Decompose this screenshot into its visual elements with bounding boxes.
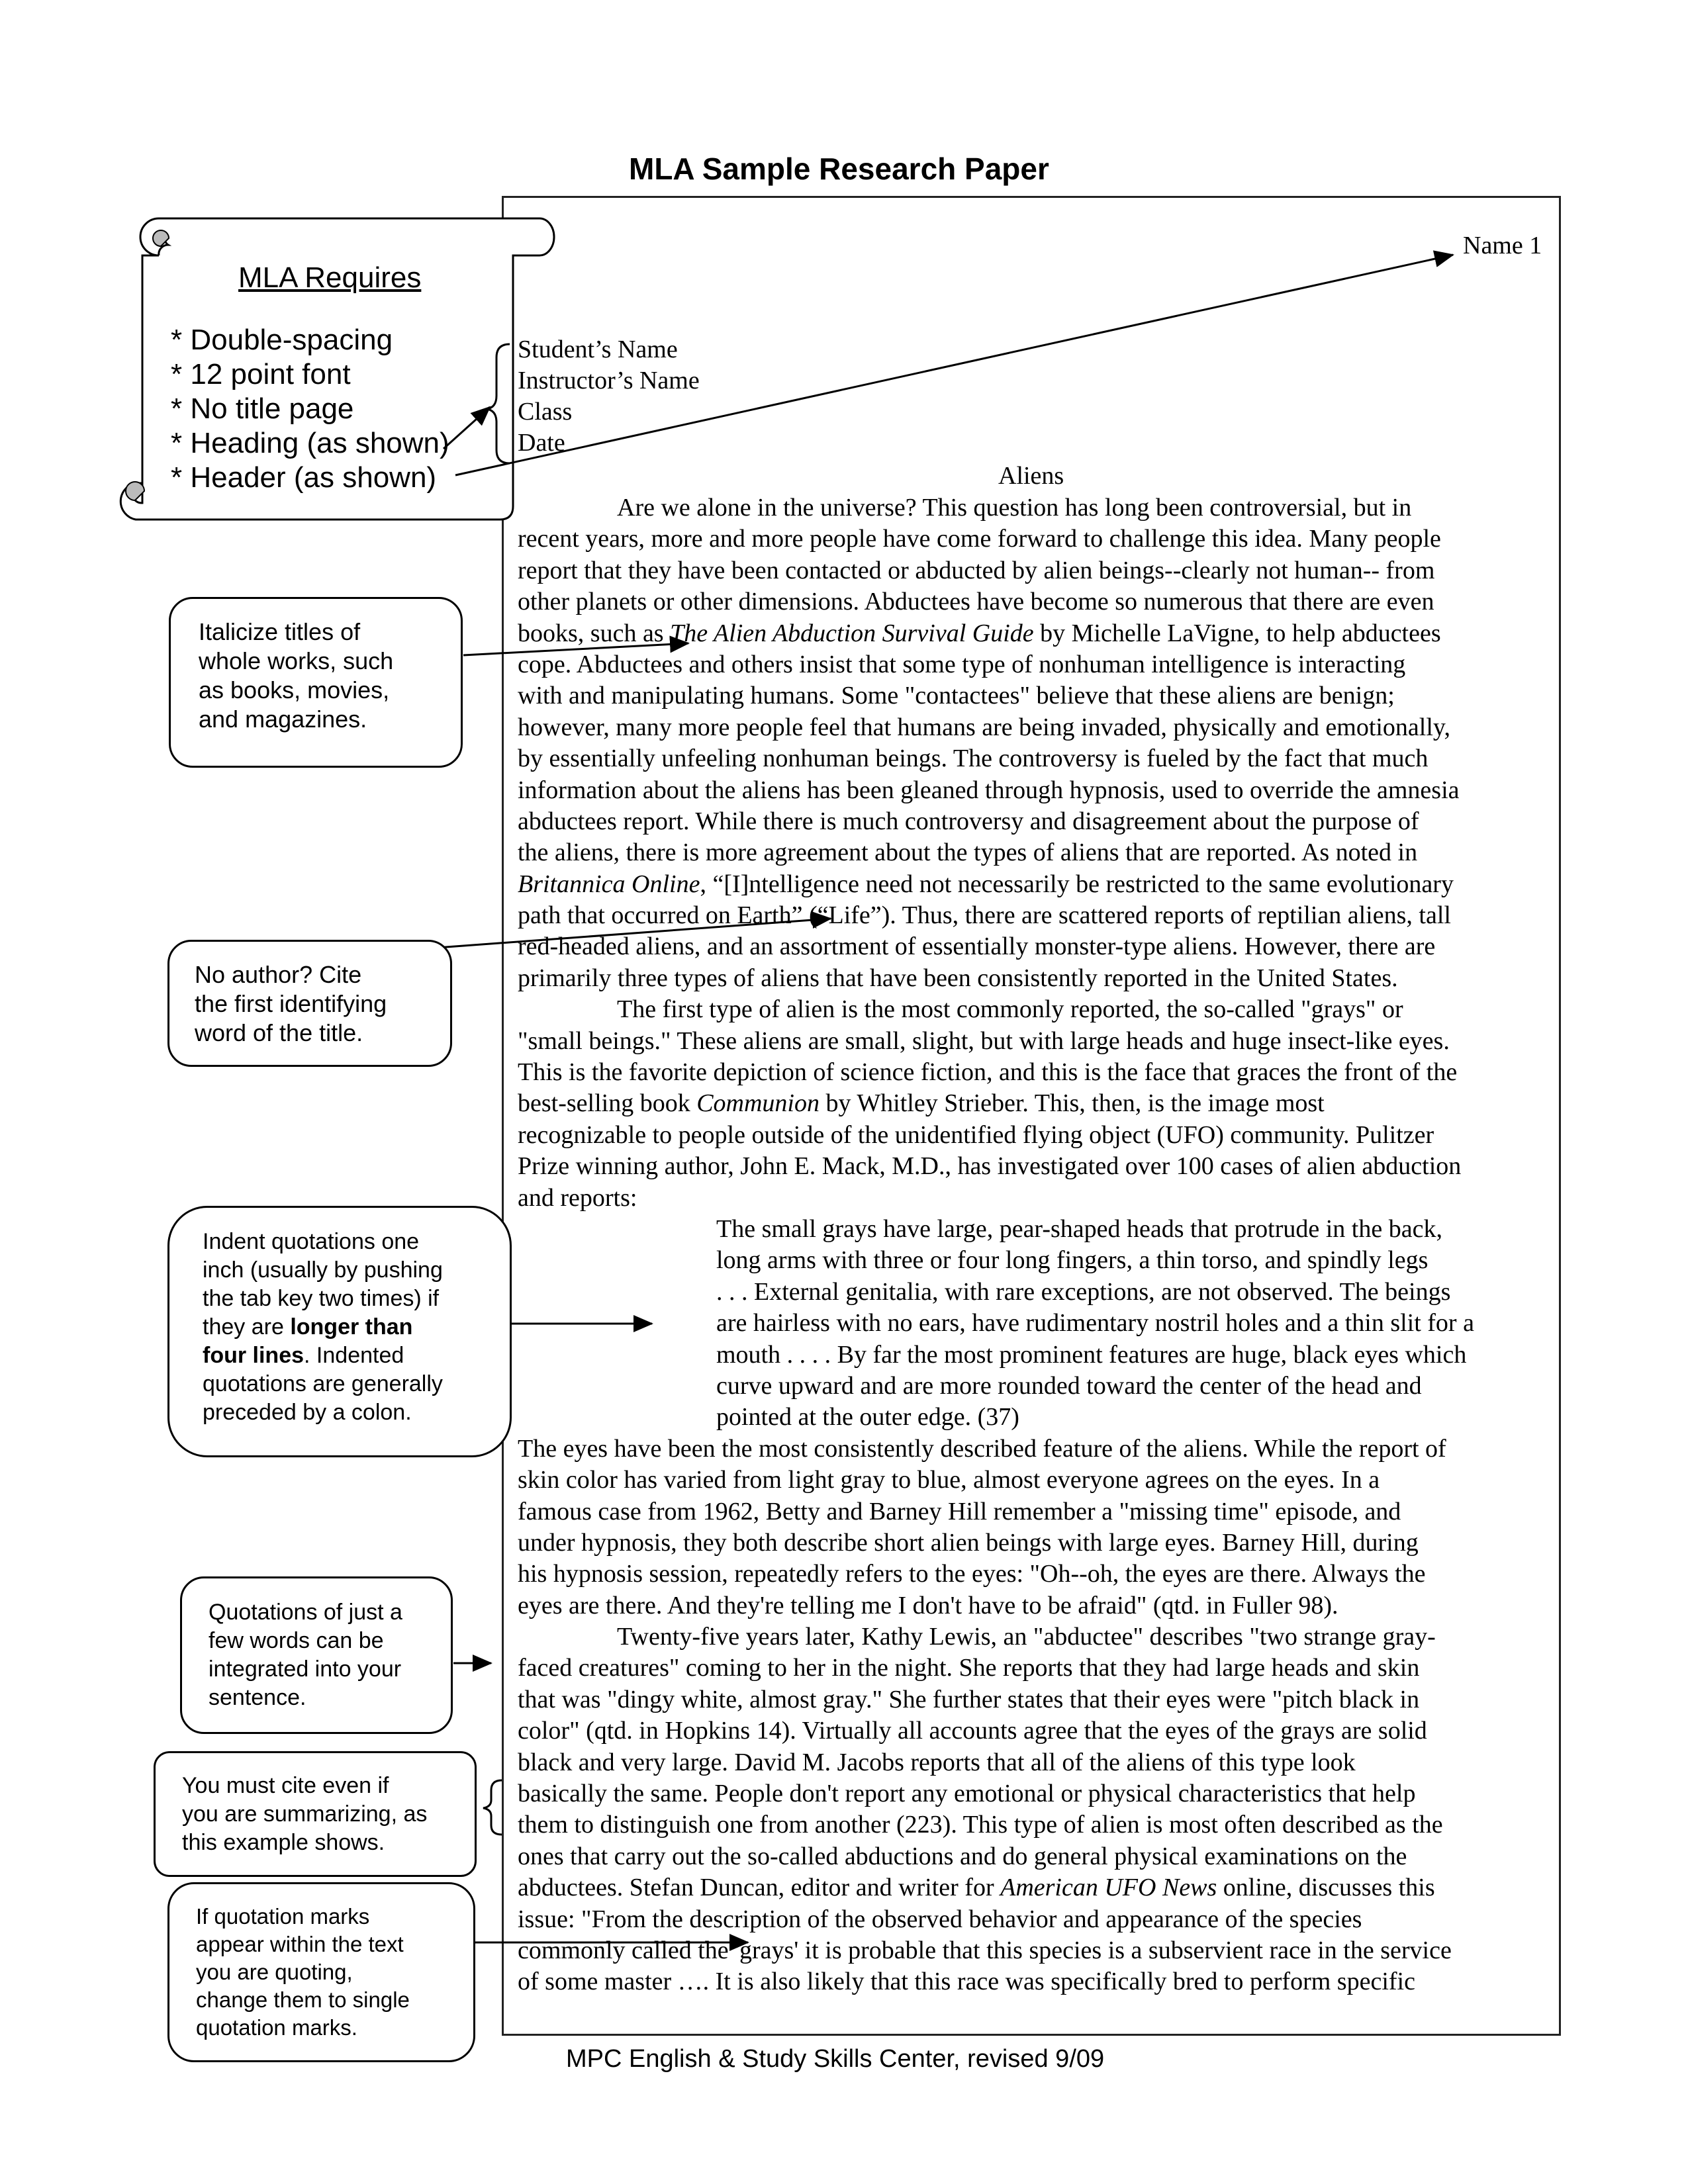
callout-line: sentence.	[209, 1685, 306, 1710]
text-line: of some master …. It is also likely that this race was specifically bred to perform specific	[518, 1968, 1415, 1996]
text-run: books, such as	[518, 619, 671, 647]
text-line: ones that carry out the so-called abductions and do general physical examinations on the	[518, 1842, 1407, 1870]
block-quote-line: pointed at the outer edge. (37)	[716, 1403, 1019, 1432]
text-line: famous case from 1962, Betty and Barney Hill remember a "missing time" episode, and	[518, 1497, 1401, 1525]
callout-line: this example shows.	[182, 1830, 385, 1855]
text-line: issue: "From the description of the observed behavior and appearance of the species	[518, 1905, 1362, 1933]
text-line: skin color has varied from light gray to blue, almost everyone agrees on the eyes. In a	[518, 1466, 1380, 1494]
text-line: Are we alone in the universe? This question has long been controversial, but in	[617, 494, 1412, 522]
text-line: and reports:	[518, 1183, 637, 1212]
text-line: them to distinguish one from another (223). This type of alien is most often described as the	[518, 1811, 1443, 1839]
text-line: primarily three types of aliens that have been consistently reported in the United States.	[518, 964, 1398, 992]
block-quote-line: are hairless with no ears, have rudimentary nostril holes and a thin slit for a	[716, 1309, 1474, 1338]
callout-line: the first identifying	[195, 990, 387, 1017]
heading-date: Date	[518, 429, 565, 457]
footer-credit: MPC English & Study Skills Center, revised 9/09	[566, 2045, 1105, 2073]
text-line: eyes are there. And they're telling me I don't have to be afraid" (qtd. in Fuller 98).	[518, 1591, 1338, 1619]
text-line: Twenty-five years later, Kathy Lewis, an "abductee" describes "two strange gray-	[617, 1623, 1436, 1651]
callout-few-words	[180, 1576, 453, 1734]
bold-text: four lines	[203, 1343, 305, 1368]
heading-student-name: Student’s Name	[518, 336, 678, 363]
text-line: The eyes have been the most consistently described feature of the aliens. While the report of	[518, 1434, 1446, 1463]
requirements-list	[171, 323, 449, 495]
text-run: best-selling book	[518, 1089, 697, 1118]
requirement-item: * Heading (as shown)	[171, 427, 449, 459]
text-line: with and manipulating humans. Some "contactees" believe that these aliens are benign;	[518, 682, 1395, 710]
page-title: MLA Sample Research Paper	[629, 152, 1049, 186]
callout-line: appear within the text	[196, 1932, 404, 1956]
callout-line: you are summarizing, as	[182, 1801, 428, 1827]
text-line: by essentially unfeeling nonhuman beings. The controversy is fueled by the fact that much	[518, 745, 1429, 773]
text-line: "small beings." These aliens are small, slight, but with large heads and huge insect-like eyes.	[518, 1026, 1450, 1055]
text-line: commonly called the 'grays' it is probable that this species is a subservient race in the service	[518, 1936, 1452, 1964]
text-line: recent years, more and more people have come forward to challenge this idea. Many people	[518, 525, 1441, 553]
text-line: however, many more people feel that humans are being invaded, physically and emotionally,	[518, 713, 1450, 741]
callout-line	[203, 1313, 510, 1342]
callout-line: quotations are generally	[203, 1371, 443, 1396]
callout-indent-quotations	[167, 1206, 512, 1457]
callout-line: and magazines.	[199, 705, 367, 733]
text-line: faced creatures" coming to her in the night. She reports that they had large heads and skin	[518, 1654, 1420, 1682]
text-line: under hypnosis, they both describe short alien beings with large eyes. Barney Hill, during	[518, 1528, 1419, 1557]
callout-line: quotation marks.	[196, 2015, 357, 2040]
callout-line: Italicize titles of	[199, 618, 361, 645]
text-run: online, discusses this	[1217, 1874, 1435, 1902]
heading-class: Class	[518, 398, 573, 426]
italic-title: The Alien Abduction Survival Guide	[670, 619, 1034, 647]
callout-line: change them to single	[196, 1987, 410, 2012]
callout-line: preceded by a colon.	[203, 1400, 412, 1425]
callout-line: as books, movies,	[199, 676, 390, 704]
text-run: they are	[203, 1314, 291, 1340]
bold-text: longer than	[290, 1314, 413, 1340]
callout-line: Quotations of just a	[209, 1600, 402, 1625]
text-line: color" (qtd. in Hopkins 14). Virtually all accounts agree that the eyes of the grays are solid	[518, 1717, 1427, 1745]
text-line: recognizable to people outside of the unidentified flying object (UFO) community. Pulitzer	[518, 1120, 1434, 1149]
callout-line: the tab key two times) if	[203, 1286, 440, 1311]
requirement-item: * Double-spacing	[171, 324, 393, 356]
text-run: . Indented	[304, 1343, 404, 1368]
callout-no-author	[167, 940, 452, 1067]
text-run: by Whitley Strieber. This, then, is the image most	[820, 1089, 1325, 1118]
italic-title: American UFO News	[1000, 1874, 1217, 1902]
requirement-item: * Header (as shown)	[171, 461, 437, 494]
callout-line: you are quoting,	[196, 1960, 353, 1984]
callout-line: inch (usually by pushing	[203, 1257, 443, 1283]
essay-title: Aliens	[998, 462, 1064, 490]
text-line: basically the same. People don't report any emotional or physical characteristics that help	[518, 1780, 1416, 1808]
arrow-italicize	[463, 643, 688, 655]
summary-brace	[483, 1780, 502, 1835]
requirement-item: * 12 point font	[171, 358, 351, 390]
callout-single-quotes	[167, 1882, 475, 2062]
block-quote-line: The small grays have large, pear-shaped heads that protrude in the back,	[716, 1214, 1442, 1243]
text-line: his hypnosis session, repeatedly refers to the eyes: "Oh--oh, the eyes are there. Always the	[518, 1560, 1426, 1588]
callout-line: whole works, such	[199, 647, 394, 674]
text-line: the aliens, there is more agreement about the types of aliens that are reported. As noted in	[518, 839, 1418, 867]
text-line: black and very large. David M. Jacobs reports that all of the aliens of this type look	[518, 1748, 1356, 1776]
text-run: by Michelle LaVigne, to help abductees	[1033, 619, 1441, 647]
arrow-header	[455, 255, 1453, 475]
text-run: abductees. Stefan Duncan, editor and writer for	[518, 1874, 1001, 1902]
page-number-header: Name 1	[1463, 232, 1542, 259]
callout-line: Indent quotations one	[203, 1229, 420, 1254]
requirement-item: * No title page	[171, 392, 354, 425]
block-quote-line: long arms with three or four long fingers, a thin torso, and spindly legs	[716, 1246, 1429, 1275]
callout-line: few words can be	[209, 1628, 384, 1653]
callout-cite-summary	[154, 1751, 477, 1877]
text-line: red-headed aliens, and an assortment of essentially monster-type aliens. However, there are	[518, 933, 1436, 961]
block-quote-line: . . . External genitalia, with rare exceptions, are not observed. The beings	[716, 1277, 1451, 1306]
block-quote-line: mouth . . . . By far the most prominent features are huge, black eyes which	[716, 1340, 1467, 1369]
text-line: information about the aliens has been gleaned through hypnosis, used to override the amnesia	[518, 776, 1460, 804]
italic-title: Britannica Online	[518, 870, 700, 898]
text-line: Prize winning author, John E. Mack, M.D., has investigated over 100 cases of alien abduction	[518, 1152, 1462, 1181]
arrow-no-author	[437, 919, 831, 948]
heading-instructor-name: Instructor’s Name	[518, 367, 700, 394]
callout-line: integrated into your	[209, 1657, 402, 1682]
text-run: , “[I]ntelligence need not necessarily be restricted to the same evolutionary	[700, 870, 1454, 898]
callout-line: You must cite even if	[182, 1773, 389, 1798]
callout-line	[203, 1342, 510, 1370]
text-line: The first type of alien is the most commonly reported, the so-called "grays" or	[617, 995, 1403, 1024]
italic-title: Communion	[696, 1089, 820, 1118]
scroll-heading: MLA Requires	[238, 261, 422, 294]
text-line: other planets or other dimensions. Abductees have become so numerous that there are even	[518, 588, 1434, 616]
text-line: abductees report. While there is much controversy and disagreement about the purpose of	[518, 807, 1419, 835]
callout-line: word of the title.	[195, 1019, 363, 1046]
text-line: that was "dingy white, almost gray." She further states that their eyes were "pitch black in	[518, 1685, 1420, 1713]
callout-line: If quotation marks	[196, 1904, 370, 1929]
text-line: This is the favorite depiction of science fiction, and this is the face that graces the front of the	[518, 1058, 1458, 1087]
text-line: cope. Abductees and others insist that some type of nonhuman intelligence is interacting	[518, 650, 1406, 678]
callout-italicize	[169, 597, 463, 768]
text-line: path that occurred on Earth” (“Life”). Thus, there are scattered reports of reptilian aliens, tall	[518, 901, 1451, 930]
callout-line: No author? Cite	[195, 961, 362, 988]
text-line: report that they have been contacted or abducted by alien beings--clearly not human-- from	[518, 556, 1435, 584]
block-quote-line: curve upward and are more rounded toward the center of the head and	[716, 1371, 1422, 1400]
